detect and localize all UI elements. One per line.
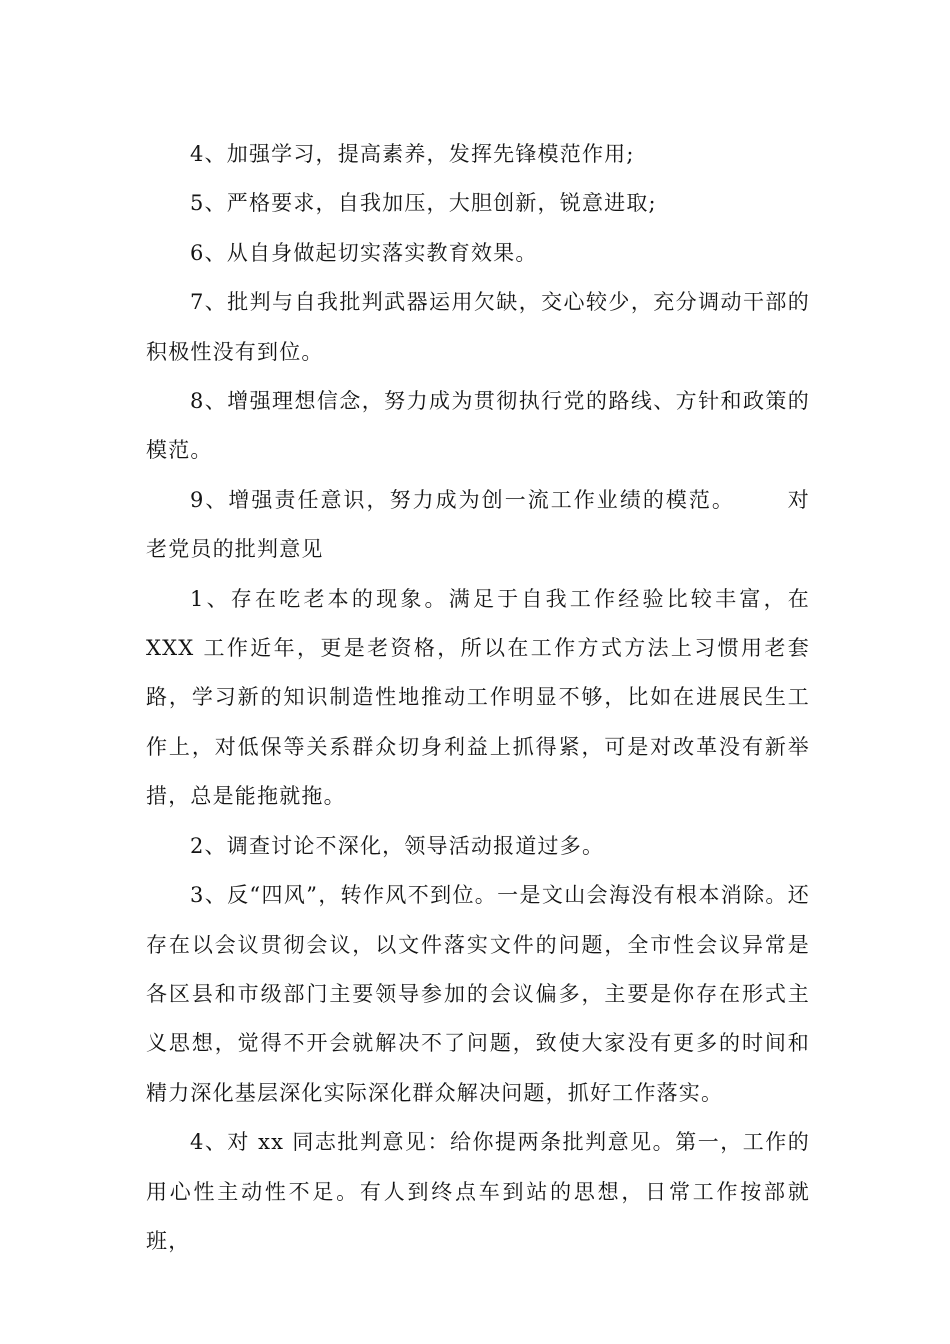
paragraph-item-6: 6、从自身做起切实落实教育效果。 [190,240,538,265]
section-heading-old-members: 对老党员的批判意见 [146,487,810,562]
item-9-text: 9、增强责任意识，努力成为创一流工作业绩的模范。 [190,487,735,512]
paragraph-item-8: 8、增强理想信念，努力成为贯彻执行党的路线、方针和政策的模范。 [146,389,810,463]
document-body [146,130,810,1266]
paragraph-criticism-4: 4、对 xx 同志批判意见：给你提两条批判意见。第一，工作的用心性主动性不足。有人到终点车到站的思想，日常工作按部就班， [146,1130,810,1253]
paragraph-item-9 [146,476,810,575]
paragraph-criticism-3: 3、反“四风”，转作风不到位。一是文山会海没有根本消除。还存在以会议贯彻会议，以文件落实文件的问题，全市性会议异常是各区县和市级部门主要领导参加的会议偏多，主要是你存在形式主义思想，觉得不开会就解决不了问题，致使大家没有更多的时间和精力深化基层深化实际深化群众解决问题，抓好工作落实。 [146,883,810,1105]
paragraph-criticism-2: 2、调查讨论不深化，领导活动报道过多。 [190,833,605,858]
paragraph-item-7: 7、批判与自我批判武器运用欠缺，交心较少，充分调动干部的积极性没有到位。 [146,290,810,364]
paragraph-item-5: 5、严格要求，自我加压，大胆创新，锐意进取; [190,191,657,216]
paragraph-item-4: 4、加强学习，提高素养，发挥先锋模范作用; [190,142,635,166]
paragraph-criticism-1: 1、存在吃老本的现象。满足于自我工作经验比较丰富，在 XXX 工作近年，更是老资格，所以在工作方式方法上习惯用老套路，学习新的知识制造性地推动工作明显不够，比如在进展民生工作上，对低保等关系群众切身利益上抓得紧，可是对改革没有新举措，总是能拖就拖。 [146,586,810,809]
